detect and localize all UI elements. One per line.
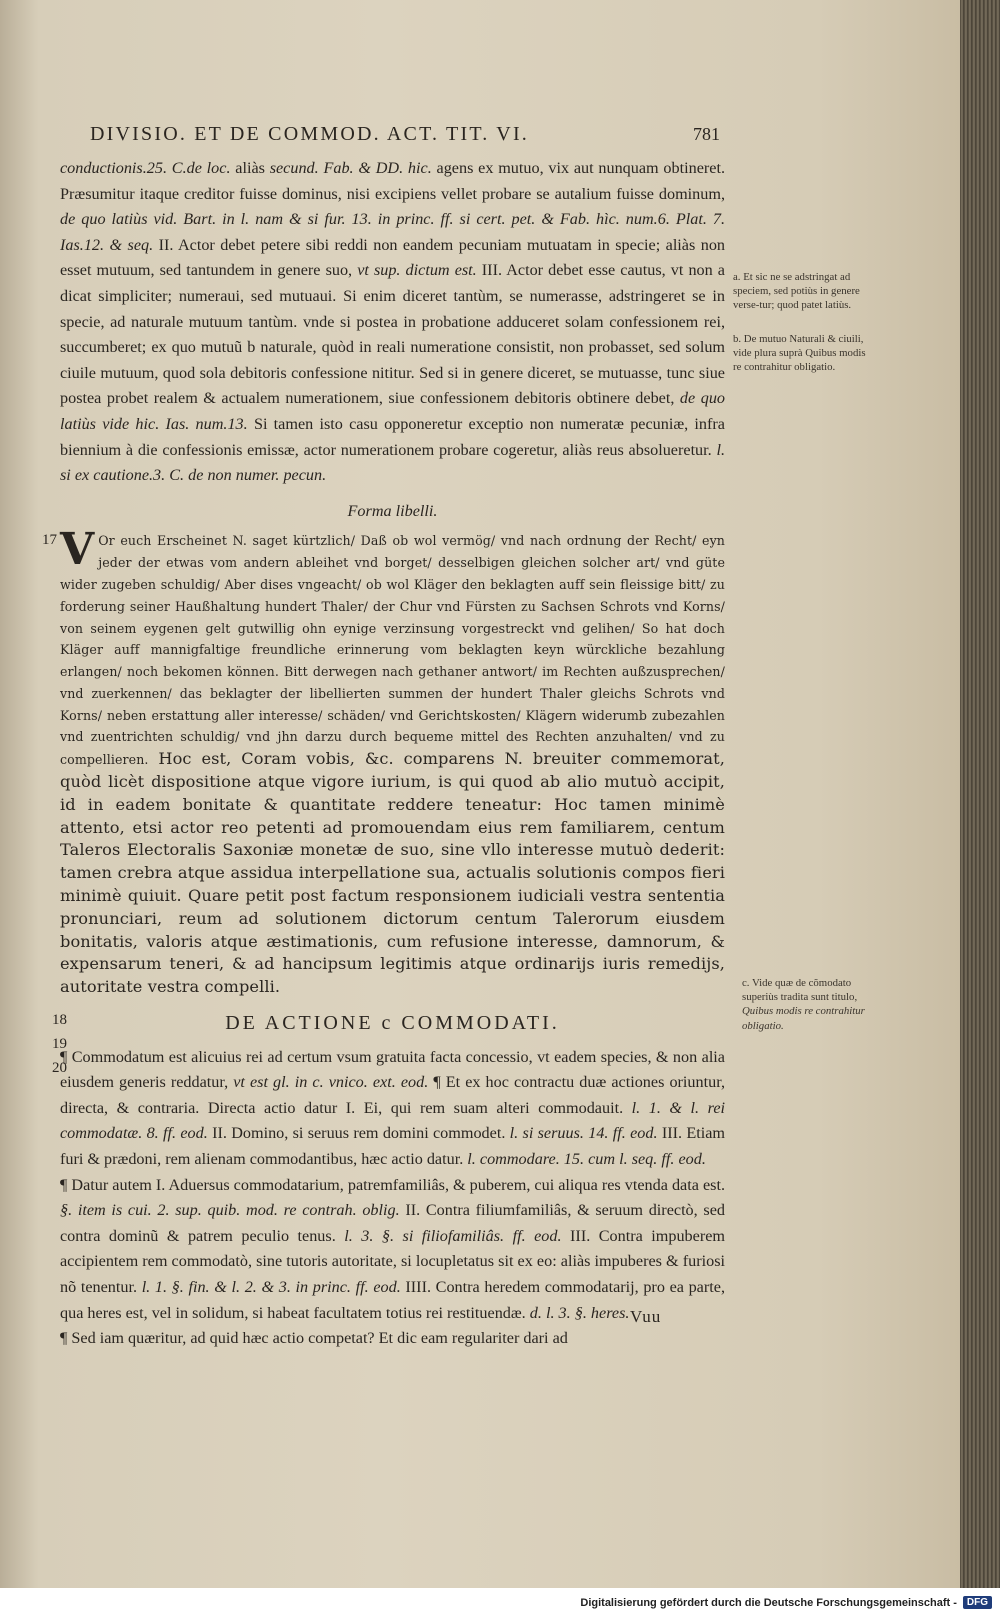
footer-text: Digitalisierung gefördert durch die Deutsche Forschungsgemeinschaft - [580, 1596, 957, 1609]
text-run: II. Actor debet petere sibi reddi non eandem pecuniam mutuatam in specie; aliàs non esset mutuum, sed tantundem in genere suo, [60, 235, 726, 280]
marginal-note-a: a. Et sic ne se adstringat ad speciem, sed potiùs in genere verse-tur; quod patet latiùs. [733, 271, 860, 312]
citation: conductionis.25. C.de loc. [60, 159, 236, 177]
margin-number-19: 19 [52, 1036, 67, 1052]
citation: vt est gl. in c. vnico. ext. eod. [233, 1073, 429, 1092]
folio-number: 781 [693, 124, 720, 144]
text-run: aliàs [235, 159, 270, 177]
marginal-note-b: b. De mutuo Naturali & ciuili, vide plura suprà Quibus modis re contrahitur obligatio. [733, 333, 866, 374]
paragraph-commodatum [60, 1045, 725, 1173]
digitization-footer [0, 1588, 1000, 1617]
paragraph-quaeritur: ¶ Sed iam quæritur, ad quid hæc actio competat? Et dic eam regulariter dari ad [60, 1329, 568, 1348]
citation: l. commodare. 15. cum l. seq. ff. eod. [467, 1150, 706, 1169]
text-run: ¶ Et ex hoc contractu duæ actiones oriuntur, directa, & contraria. Directa actio datur I. Ei, qui rem suam alteri commodauit. [60, 1073, 725, 1117]
main-text [60, 156, 725, 1352]
page-edge [960, 0, 1000, 1588]
section-title: DE ACTIONE c COMMODATI. [225, 1012, 560, 1035]
paragraph-datur [60, 1173, 725, 1327]
latin-translation: Hoc est, Coram vobis, &c. comparens N. breuiter commemorat, quòd licèt dispositione atque vigore iurium, is qui quod ab alio mutuò accipit, id in eadem bonitate & quantitate reddere teneatur: Hoc tamen minimè attento, etsi actor reo petenti ad promouendam eius rem familiarem, centum Taleros Electoralis Saxoniæ monetæ de suo, sine vllo interesse mutuò dederit: tamen crebra atque assidua interpellatione sua, actualis solutionis compos fieri minimè quiuit. Quare petit post factum responsionem iudiciali vestra sententia pronunciari, reum ad solutionem dictorum centum Talerorum eiusdem bonitatis, valoris atque æstimationis, cum refusione interesse, damnorum, & expensarum teneri, & ad hancipsum legitimis atque ordinarijs iuris remedijs, autoritate vestra compelli. [60, 749, 725, 997]
text-run: III. Actor debet esse cautus, vt non a dicat simpliciter; numeraui, sed mutuaui. Si enim diceret tantùm, se numerasse, adstringeret se in specie, ad naturale mutuum tantùm. vnde si postea in probatione adduceret solam confessionem rei, succumberet; ex quo mutuũ b naturale, quòd in reali numeratione consistit, non probasset, sed solum ciuile mutuum, quod sola debitoris confessione nititur. Sed si in genere diceret, se mutuasse, tunc siue postea probet realem & actualem numerationem, siue confessionem debitoris obtinere debet, [60, 261, 725, 408]
citation: l. si seruus. 14. ff. eod. [509, 1124, 658, 1143]
text-run: ¶ Commodatum est alicuius rei ad certum vsum gratuita facta concessio, vt eadem species, & non alia eiusdem generis reddatur, [60, 1047, 725, 1092]
citation: §. item is cui. 2. sup. quib. mod. re contrah. oblig. [60, 1201, 400, 1220]
text-run: III. Etiam furi & prædoni, rem alienam commodantibus, hæc actio datur. [60, 1124, 725, 1169]
citation: l. 1. & l. rei commodatæ. 8. ff. eod. [60, 1098, 725, 1143]
german-libellus [60, 524, 725, 999]
dfg-logo: DFG [963, 1596, 992, 1609]
citation: l. 3. §. si filiofamiliâs. ff. eod. [344, 1226, 562, 1245]
citation: l. si ex cautione.3. C. de non numer. pecun. [60, 440, 725, 485]
citation: de quo latiùs vide hic. Ias. num.13. [60, 389, 726, 433]
note-text: c. Vide quæ de cõmodato superiùs tradita sunt titulo, [742, 977, 858, 1004]
margin-number-17: 17 [42, 532, 57, 548]
margin-number-20: 20 [52, 1060, 67, 1076]
citation: vt sup. dictum est. [357, 261, 477, 280]
note-citation: Quibus modis re contrahitur obligatio. [742, 1005, 865, 1032]
drop-cap: V [60, 524, 95, 576]
forma-libelli-heading: Forma libelli. [347, 501, 438, 520]
catchword: Vuu [630, 1307, 662, 1326]
text-run: II. Domino, si seruus rem domini commodet. [207, 1124, 510, 1143]
citation: de quo latiùs vid. Bart. in l. nam & si fur. 13. in princ. ff. si cert. pet. & Fab. hìc. num.6. Plat. 7. Ias.12. & seq. [60, 210, 725, 254]
marginal-note-c [742, 976, 877, 1033]
text-run: II. Contra filiumfamiliâs, & seruum directò, sed contra dominũ & patrem peculio tenus. [60, 1201, 725, 1245]
running-head [90, 123, 720, 146]
citation: d. l. 3. §. heres. [529, 1303, 630, 1322]
citation: l. 1. §. fin. & l. 2. & 3. in princ. ff. eod. [141, 1277, 401, 1296]
german-text: Or euch Erscheinet N. saget kürtzlich/ Daß ob wol vermög/ vnd nach ordnung der Recht/ eyn jeder der etwas vom andern ableihet vnd borget/ desselbigen gleichen solcher art/ vnd güte wider zugeben schuldig/ Aber dises vngeacht/ ob wol Kläger den beklagten auff sein fleissige bitt/ zu forderung seiner Haußhaltung hundert Thaler/ der Chur vnd Fürsten zu Sachsen Schrots vnd Korns/ von seinem eygenen gelt gutwillig ohn eynige verzinsung vorgestreckt vnd gelihen/ So hat doch Kläger auff mannigfaltige freundliche erinnerung vom beklagten keyn würckliche bezahlung erlangen/ noch bekomen können. Bitt derwegen nach gethaner antwort/ im Rechten außzusprechen/ vnd zuerkennen/ das beklagter der libellierten summen der hundert Thaler gleichs Schrots vnd Korns/ neben erstattung aller interesse/ schäden/ vnd Gerichtskosten/ Klägern widerumb zubezahlen vnd zuentrichten schuldig/ vnd jhn darzu durch bequeme mittel des Rechten anzuhalten/ vnd zu compellieren. [60, 533, 725, 768]
paragraph-mutuum [60, 156, 725, 489]
text-run: IIII. Contra heredem commodatarij, pro ea parte, qua heres est, vel in solidum, si habeat facultatem totius rei restituendæ. [60, 1277, 725, 1322]
text-run: III. Contra impuberem accipientem rem commodatò, sine tutoris autoritate, si locupletatus sit ex eo: aliàs impuberes & furiosi nõ tenentur. [60, 1226, 726, 1296]
text-run: agens ex mutuo, vix aut nunquam obtineret. Præsumitur itaque creditor fuisse dominus, nisi excipiens vellet probare se autalium fuisse dominum, [60, 159, 725, 203]
margin-number-18: 18 [52, 1012, 67, 1028]
text-run: ¶ Datur autem I. Aduersus commodatarium, patremfamiliâs, & puberem, cui aliqua res vtenda data est. [60, 1175, 725, 1194]
citation: secund. Fab. & DD. hic. [269, 159, 437, 177]
running-title: DIVISIO. ET DE COMMOD. ACT. TIT. VI. [90, 123, 530, 145]
text-run: Si tamen isto casu opponeretur exceptio non numeratæ pecuniæ, infra biennium à die confessionis emissæ, actor numerationem probare cogeretur, aliàs reus absolueretur. [60, 414, 725, 459]
